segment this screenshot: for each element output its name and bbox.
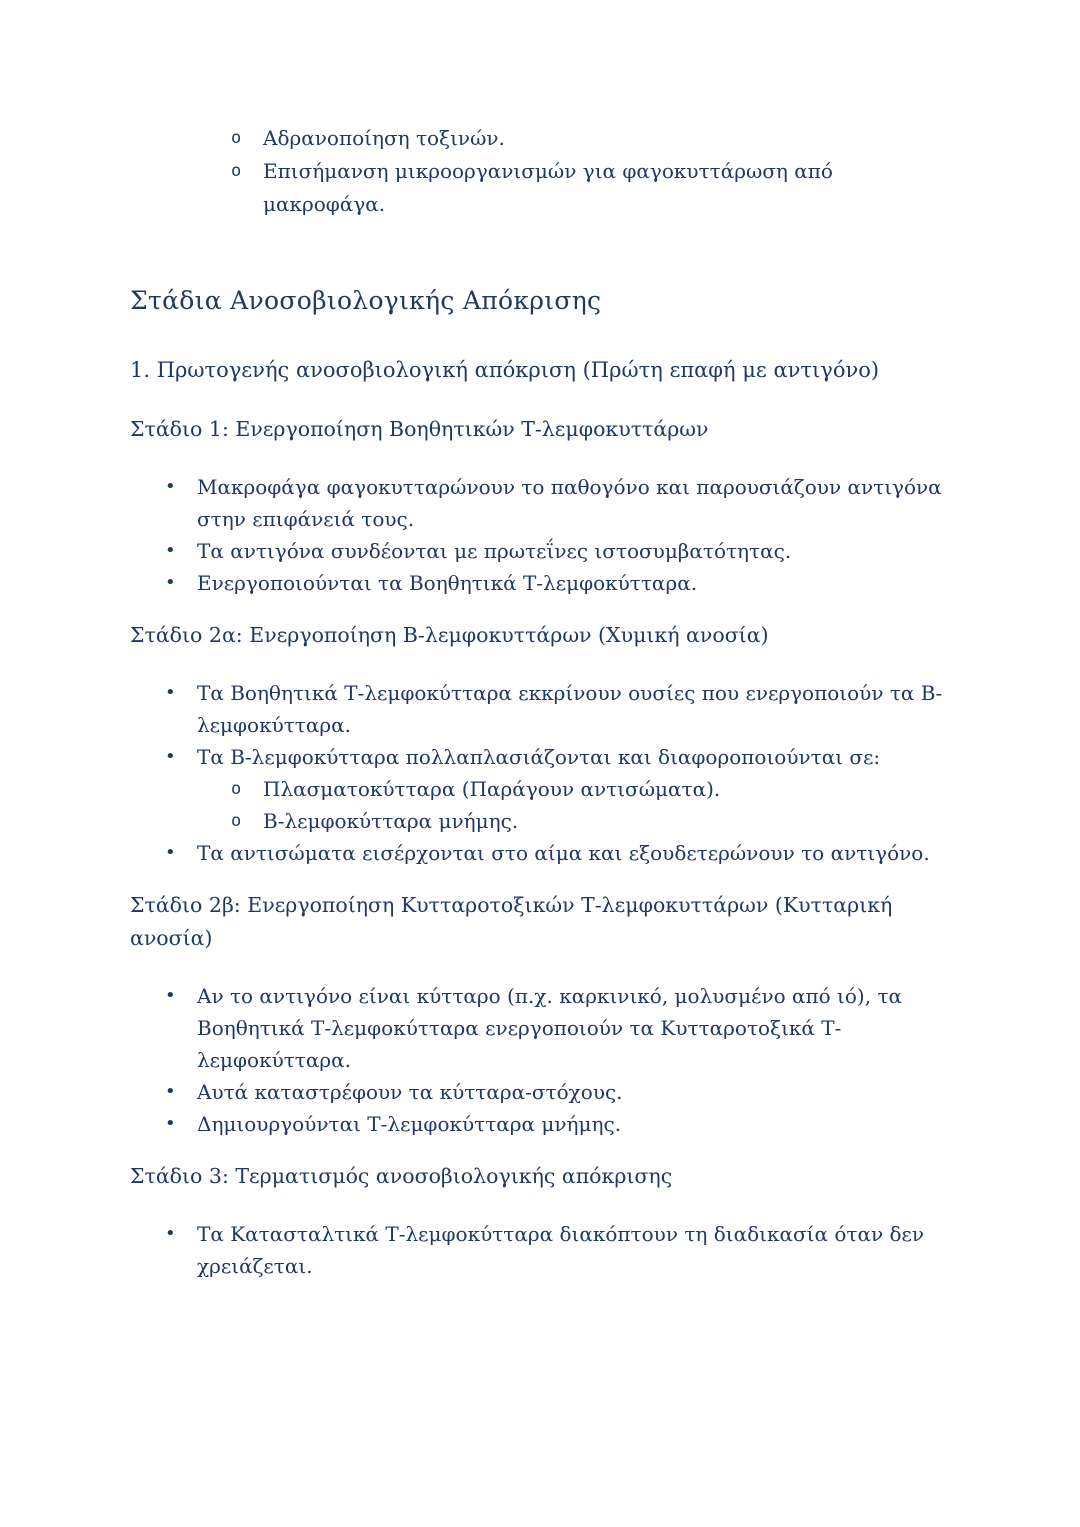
stage-2b-bullet-list	[130, 980, 950, 1140]
bullet-disc-marker: •	[165, 842, 176, 863]
bullet-disc-marker: •	[165, 1223, 176, 1244]
bullet-text: Μακροφάγα φαγοκυτταρώνουν το παθογόνο και παρουσιάζουν αντιγόνα στην επιφάνειά τους.	[197, 475, 942, 531]
bullet-text: Τα αντισώματα εισέρχονται στο αίμα και εξουδετερώνουν το αντιγόνο.	[197, 841, 930, 865]
intro-sub-bullet-list	[130, 122, 950, 221]
bullet-text: Δημιουργούνται Τ-λεμφοκύτταρα μνήμης.	[197, 1112, 622, 1136]
list-item	[130, 741, 950, 773]
stage-1-heading: Στάδιο 1: Ενεργοποίηση Βοηθητικών Τ-λεμφοκυττάρων	[130, 417, 709, 441]
list-item	[130, 773, 950, 805]
stage-3-heading: Στάδιο 3: Τερματισμός ανοσοβιολογικής απόκρισης	[130, 1164, 673, 1188]
bullet-disc-marker: •	[165, 1081, 176, 1102]
bullet-text: Τα Κατασταλτικά Τ-λεμφοκύτταρα διακόπτουν τη διαδικασία όταν δεν χρειάζεται.	[197, 1222, 925, 1278]
bullet-text: Αδρανοποίηση τοξινών.	[263, 126, 505, 150]
stage-2a-heading: Στάδιο 2α: Ενεργοποίηση Β-λεμφοκυττάρων (Χυμική ανοσία)	[130, 623, 769, 647]
list-item	[130, 471, 950, 535]
list-item	[130, 535, 950, 567]
list-item	[130, 155, 950, 221]
list-item	[130, 1108, 950, 1140]
subsection-heading: 1. Πρωτογενής ανοσοβιολογική απόκριση (Πρώτη επαφή με αντιγόνο)	[130, 358, 880, 382]
list-item	[130, 567, 950, 599]
bullet-circle-marker: o	[231, 811, 242, 831]
bullet-disc-marker: •	[165, 985, 176, 1006]
bullet-text: Τα αντιγόνα συνδέονται με πρωτεΐνες ιστοσυμβατότητας.	[197, 539, 792, 563]
bullet-text: Πλασματοκύτταρα (Παράγουν αντισώματα).	[263, 777, 721, 801]
bullet-text: Αυτά καταστρέφουν τα κύτταρα-στόχους.	[197, 1080, 623, 1104]
bullet-text: Ενεργοποιούνται τα Βοηθητικά Τ-λεμφοκύτταρα.	[197, 571, 698, 595]
stage-3-bullet-list	[130, 1218, 950, 1282]
bullet-text: Β-λεμφοκύτταρα μνήμης.	[263, 809, 519, 833]
bullet-text: Αν το αντιγόνο είναι κύτταρο (π.χ. καρκινικό, μολυσμένο από ιό), τα Βοηθητικά Τ-λεμφοκύτταρα ενεργοποιούν τα Κυτταροτοξικά Τ-λεμφοκύτταρα.	[197, 984, 903, 1072]
list-item	[130, 837, 950, 869]
list-item	[130, 805, 950, 837]
bullet-circle-marker: o	[231, 161, 242, 181]
bullet-disc-marker: •	[165, 540, 176, 561]
stage-2b-heading: Στάδιο 2β: Ενεργοποίηση Κυτταροτοξικών Τ-λεμφοκυττάρων (Κυτταρική ανοσία)	[130, 893, 893, 950]
stage-1-bullet-list	[130, 471, 950, 599]
bullet-text: Επισήμανση μικροοργανισμών για φαγοκυττάρωση από μακροφάγα.	[263, 159, 833, 216]
bullet-text: Τα Βοηθητικά Τ-λεμφοκύτταρα εκκρίνουν ουσίες που ενεργοποιούν τα Β-λεμφοκύτταρα.	[197, 681, 943, 737]
bullet-disc-marker: •	[165, 572, 176, 593]
bullet-disc-marker: •	[165, 746, 176, 767]
list-item	[130, 122, 950, 155]
page-title: Στάδια Ανοσοβιολογικής Απόκρισης	[130, 286, 602, 315]
list-item	[130, 1218, 950, 1282]
list-item	[130, 677, 950, 741]
stage-2a-bullet-list	[130, 677, 950, 869]
list-item	[130, 980, 950, 1076]
bullet-circle-marker: o	[231, 779, 242, 799]
bullet-circle-marker: o	[231, 128, 242, 148]
bullet-disc-marker: •	[165, 476, 176, 497]
bullet-text: Τα Β-λεμφοκύτταρα πολλαπλασιάζονται και διαφοροποιούνται σε:	[197, 745, 881, 769]
bullet-disc-marker: •	[165, 1113, 176, 1134]
bullet-disc-marker: •	[165, 682, 176, 703]
list-item	[130, 1076, 950, 1108]
